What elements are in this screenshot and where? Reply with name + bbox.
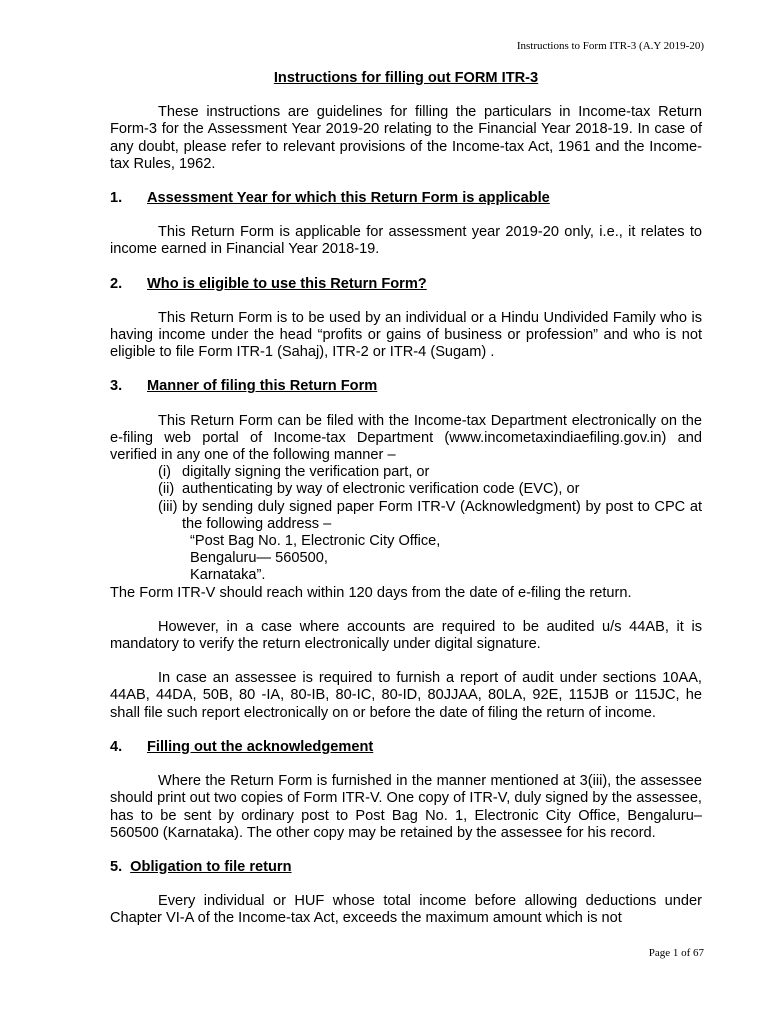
itrv-deadline-note: The Form ITR-V should reach within 120 days from the date of e-filing the return. [110,584,632,601]
list-item-text: digitally signing the verification part, or [182,464,430,481]
section-4-heading [110,739,702,756]
address-line: Bengaluru— 560500, [190,550,328,567]
section-title: Filling out the acknowledgement [147,738,374,755]
section-number: 4. [110,738,123,755]
running-head: Instructions to Form ITR-3 (A.Y 2019-20) [516,40,704,52]
section-2-heading [110,276,702,293]
address-line: Karnataka”. [190,567,266,584]
section-2-paragraph: This Return Form is to be used by an individual or a Hindu Undivided Family who is having income under the head “profits or gains of business or profession” and who is not eligible to file Form ITR-1 (Sahaj), ITR-2 or ITR-4 (Sugam) . [110,309,702,361]
section-number: 1. [110,190,123,207]
section-3-heading [110,378,702,395]
list-item [158,464,702,481]
section-number: 3. [110,378,123,395]
section-title: Who is eligible to use this Return Form? [147,275,427,292]
list-item-text: authenticating by way of electronic verification code (EVC), or [182,481,580,498]
section-1-heading [110,190,702,207]
page-number: Page 1 of 67 [648,947,704,959]
page-title: Instructions for filling out FORM ITR-3 [273,70,539,86]
section-3-paragraph: However, in a case where accounts are required to be audited u/s 44AB, it is mandatory to verify the return electronically under digital signature. [110,618,702,653]
section-number: 5. [110,858,123,875]
address-line: “Post Bag No. 1, Electronic City Office, [190,533,441,550]
section-number: 2. [110,275,123,292]
list-marker: (iii) [158,498,178,515]
list-item [158,481,702,498]
section-5-paragraph: Every individual or HUF whose total income before allowing deductions under Chapter VI-A of the Income-tax Act, exceeds the maximum amount which is not [110,893,702,927]
section-title: Manner of filing this Return Form [147,378,378,395]
verification-methods-list [110,464,702,533]
list-item-text: by sending duly signed paper Form ITR-V (Acknowledgment) by post to CPC at the following address – [182,498,702,532]
section-title: Obligation to file return [130,858,292,875]
section-title: Assessment Year for which this Return Form is applicable [147,190,550,207]
list-marker: (ii) [158,481,175,498]
section-4-paragraph: Where the Return Form is furnished in the manner mentioned at 3(iii), the assessee should print out two copies of Form ITR-V. One copy of ITR-V, duly signed by the assessee, has to be sent by ordinary post to Post Bag No. 1, Electronic City Office, Bengaluru–560500 (Karnataka). The other copy may be retained by the assessee for his record. [110,773,702,841]
section-3-paragraph: In case an assessee is required to furnish a report of audit under sections 10AA, 44AB, 44DA, 50B, 80 -IA, 80-IB, 80-IC, 80-ID, 80JJAA, 80LA, 92E, 115JB or 115JC, he shall file such report electronically on or before the date of filing the return of income. [110,670,702,721]
cpc-address [190,533,702,585]
section-3-lead: This Return Form can be filed with the Income-tax Department electronically on the e-filing web portal of Income-tax Department (www.incometaxindiaefiling.gov.in) and verified in any one of the following manner – [110,412,702,464]
page-content [110,70,702,928]
intro-paragraph: These instructions are guidelines for filling the particulars in Income-tax Return Form-3 for the Assessment Year 2019-20 relating to the Financial Year 2018-19. In case of any doubt, please refer to relevant provisions of the Income-tax Act, 1961 and the Income-tax Rules, 1962. [110,104,702,172]
section-1-paragraph: This Return Form is applicable for assessment year 2019-20 only, i.e., it relates to income earned in Financial Year 2018-19. [110,224,702,258]
list-item [158,499,702,533]
list-marker: (i) [158,464,171,481]
section-5-heading [110,859,702,876]
